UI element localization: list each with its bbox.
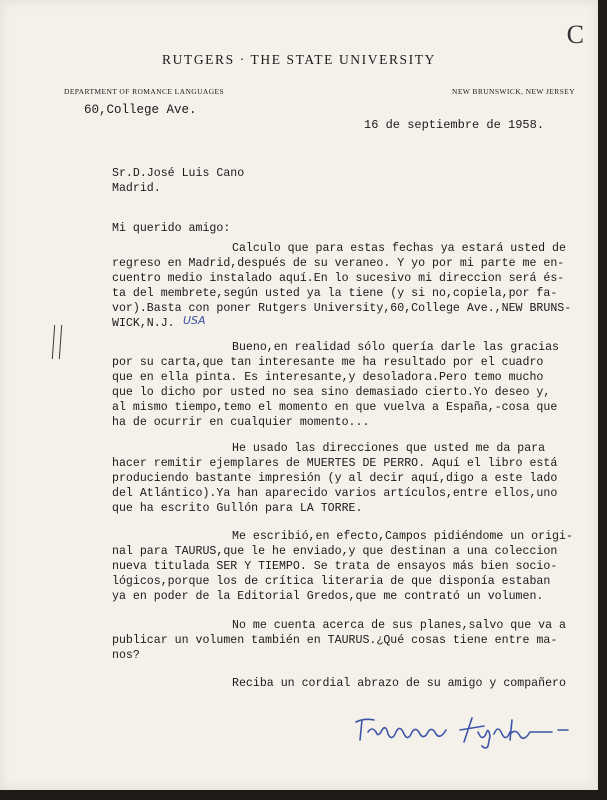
paragraph-line: Calculo que para estas fechas ya estará usted de xyxy=(232,242,566,255)
paragraph-line: He usado las direcciones que usted me da para xyxy=(232,442,546,455)
paragraph-line: ha de ocurrir en cualquier momento... xyxy=(112,416,370,429)
letterhead-department: DEPARTMENT OF ROMANCE LANGUAGES xyxy=(64,87,225,96)
paragraph-line: WICK,N.J. xyxy=(112,317,175,330)
closing: Reciba un cordial abrazo de su amigo y compañero xyxy=(232,677,566,690)
paragraph-line: que lo dicho por usted no sea sino demasiado cierto.Yo deseo y, xyxy=(112,386,551,399)
paragraph-line: ya en poder de la Editorial Gredos,que me contrató un volumen. xyxy=(112,590,544,603)
paragraph-line: Me escribió,en efecto,Campos pidiéndome un origi- xyxy=(232,530,573,543)
letterhead-city: NEW BRUNSWICK, NEW JERSEY xyxy=(452,87,576,96)
paragraph-line: ta del membrete,según usted ya la tiene (y si no,copiela,por fa- xyxy=(112,287,558,300)
paragraph-line: publicar un volumen también en TAURUS.¿Qué cosas tiene entre ma- xyxy=(112,634,558,647)
letterhead-title: RUTGERS · THE STATE UNIVERSITY xyxy=(162,52,436,67)
paragraph-line: nos? xyxy=(112,649,140,662)
greeting: Mi querido amigo: xyxy=(112,222,231,235)
paragraph-line: hacer remitir ejemplares de MUERTES DE PERRO. Aquí el libro está xyxy=(112,457,558,470)
paragraph-line: nal para TAURUS,que le he enviado,y que destinan a una coleccion xyxy=(112,545,558,558)
corner-mark: C xyxy=(566,20,584,49)
paragraph-line: que ha escrito Gullón para LA TORRE. xyxy=(112,502,363,515)
paragraph-line: regreso en Madrid,después de su veraneo. Y yo por mi parte me en- xyxy=(112,257,565,270)
paragraph-line: del Atlántico).Ya han aparecido varios artículos,entre ellos,uno xyxy=(112,487,558,500)
paragraph-line: No me cuenta acerca de sus planes,salvo que va a xyxy=(232,619,566,632)
paragraph-line: por su carta,que tan interesante me ha resultado por el cuadro xyxy=(112,356,544,369)
sender-address: 60,College Ave. xyxy=(84,103,197,117)
letter-date: 16 de septiembre de 1958. xyxy=(364,118,545,132)
signature xyxy=(352,712,572,752)
paragraph-line: que en ella pinta. Es interesante,y desoladora.Pero temo mucho xyxy=(112,371,544,384)
margin-mark xyxy=(52,325,62,359)
handwritten-usa: USA xyxy=(183,314,206,327)
paragraph-line: cuentro medio instalado aquí.En lo sucesivo mi direccion será és- xyxy=(112,272,565,285)
paragraph-line: vor).Basta con poner Rutgers University,60,College Ave.,NEW BRUNS- xyxy=(112,302,572,315)
recipient-city: Madrid. xyxy=(112,182,161,195)
recipient-name: Sr.D.José Luis Cano xyxy=(112,167,245,180)
paragraph-line: al mismo tiempo,temo el momento en que vuelva a España,-cosa que xyxy=(112,401,558,414)
paragraph-line: produciendo bastante impresión (y al decir aquí,digo a este lado xyxy=(112,472,558,485)
paragraph-line: Bueno,en realidad sólo quería darle las gracias xyxy=(232,341,559,354)
paragraph-line: nueva titulada SER Y TIEMPO. Se trata de ensayos más bien socio- xyxy=(112,560,558,573)
paragraph-line: lógicos,porque los de crítica literaria de que disponía estaban xyxy=(112,575,551,588)
